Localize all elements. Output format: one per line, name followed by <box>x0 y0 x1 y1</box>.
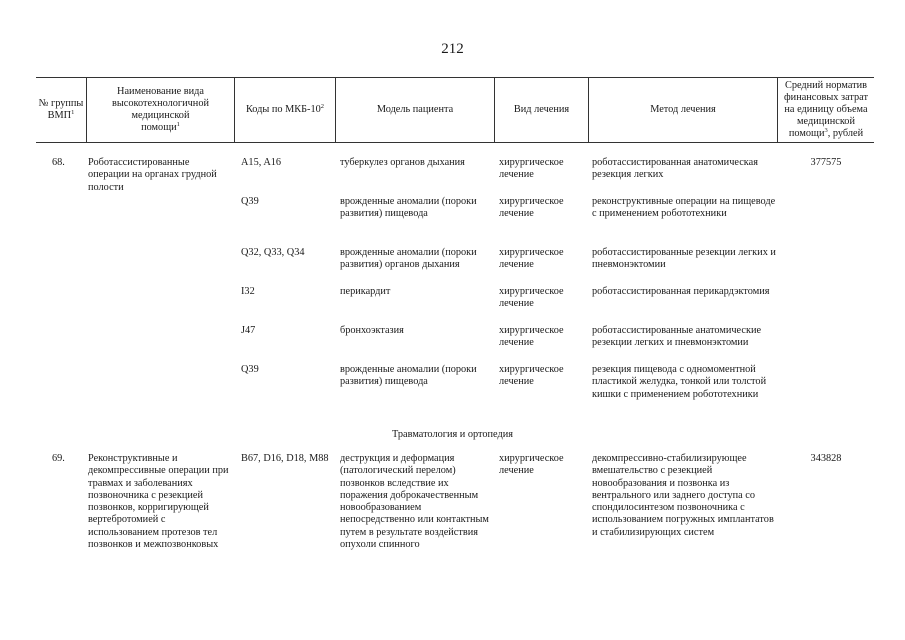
treatment-type: хирургическое лечение <box>499 286 564 310</box>
treatment-method: декомпрессивно-стабилизирующее вмешательство с резекцией новообразования и позвонка из вентрального или заднего доступа со спондилосинтезом позвоночника с использованием погружных имплантатов и стабилизирующих систем <box>592 453 774 538</box>
patient-model: туберкулез органов дыхания <box>340 157 465 168</box>
header-patient-model: Модель пациента <box>376 103 454 115</box>
icd-codes: Q32, Q33, Q34 <box>241 247 305 258</box>
icd-codes: J47 <box>241 325 256 336</box>
header-treatment-type: Вид лечения <box>513 103 570 115</box>
treatment-method: роботассистированная анатомическая резекция легких <box>592 157 758 181</box>
group-number: 69. <box>52 453 65 464</box>
page-number: 212 <box>441 41 464 57</box>
header-bottom-rule <box>36 142 874 143</box>
care-type-name: Роботассистированные операции на органах грудной полости <box>88 157 217 193</box>
treatment-method: роботассистированные анатомические резекции легких и пневмонэктомии <box>592 325 762 349</box>
treatment-method: роботассистированная перикардэктомия <box>592 286 770 297</box>
cost-value: 343828 <box>810 453 842 464</box>
header-name: Наименование вида высокотехнологичной медицинской помощи$^1$ <box>112 85 209 133</box>
icd-codes: B67, D16, D18, M88 <box>241 453 329 464</box>
patient-model: врожденные аномалии (пороки развития) пищевода <box>340 364 477 388</box>
patient-model: врожденные аномалии (пороки развития) пищевода <box>340 196 477 220</box>
header-method: Метод лечения <box>650 103 716 115</box>
patient-model: деструкция и деформация (патологический перелом) позвонков вследствие их поражения доброкачественным новообразованием непосредственно или контактным путем в результате воздействия опухоли спинного <box>340 453 489 551</box>
group-number: 68. <box>52 157 65 168</box>
header-codes: Коды по МКБ-$10^2$ <box>245 102 325 115</box>
treatment-method: роботассистированные резекции легких и пневмонэктомии <box>592 247 776 271</box>
header-cost: Средний норматив финансовых затрат на единицу объема медицинской помощи$^3$, рублей <box>784 79 868 139</box>
cost-value: 377575 <box>810 157 842 168</box>
section-title: Травматология и ортопедия <box>392 429 513 440</box>
treatment-type: хирургическое лечение <box>499 247 564 271</box>
care-type-name: Реконструктивные и декомпрессивные операции при травмах и заболеваниях позвоночника с резекцией позвонков, корригирующей вертебротомией с использованием протезов тел позвонков и межпозвонковых <box>88 453 229 551</box>
patient-model: перикардит <box>340 286 391 297</box>
treatment-method: реконструктивные операции на пищеводе с применением робототехники <box>592 196 776 220</box>
icd-codes: A15, A16 <box>241 157 282 168</box>
header-group: № группы ВМП$^1$ <box>38 97 84 121</box>
icd-codes: Q39 <box>241 196 259 207</box>
icd-codes: I32 <box>241 286 255 297</box>
treatment-type: хирургическое лечение <box>499 364 564 388</box>
patient-model: врожденные аномалии (пороки развития) органов дыхания <box>340 247 477 271</box>
treatment-type: хирургическое лечение <box>499 157 564 181</box>
patient-model: бронхоэктазия <box>340 325 404 336</box>
treatment-type: хирургическое лечение <box>499 196 564 220</box>
treatment-type: хирургическое лечение <box>499 325 564 349</box>
icd-codes: Q39 <box>241 364 259 375</box>
treatment-type: хирургическое лечение <box>499 453 564 477</box>
treatment-method: резекция пищевода с одномоментной пластикой желудка, тонкой или толстой кишки с применением робототехники <box>592 364 767 400</box>
